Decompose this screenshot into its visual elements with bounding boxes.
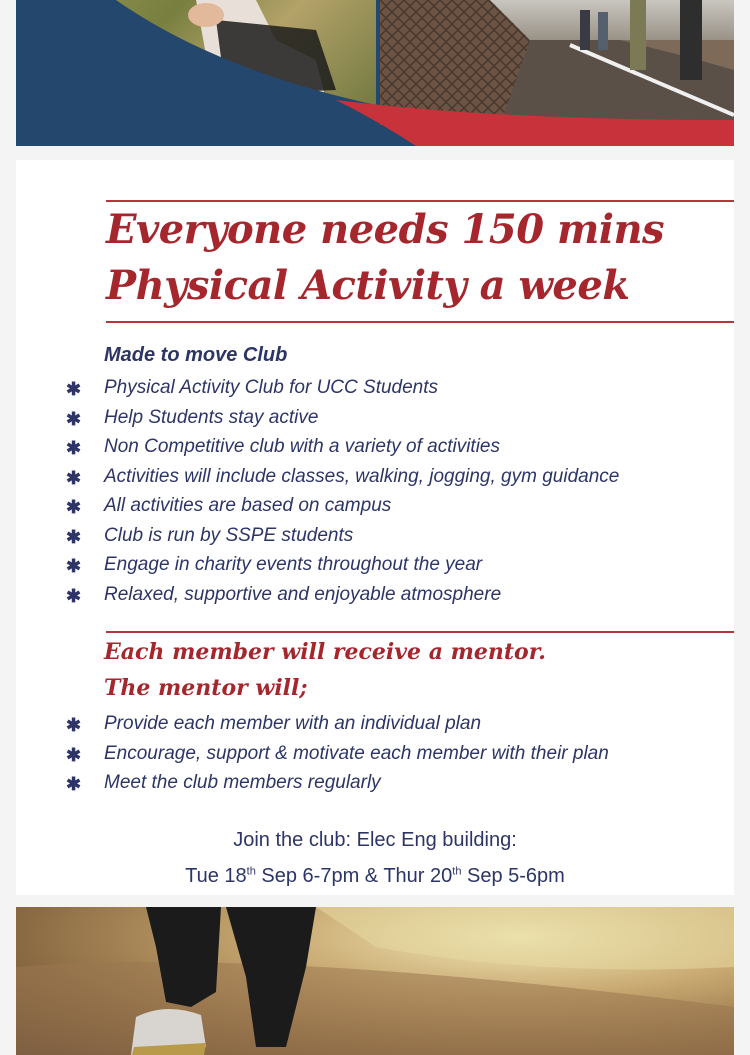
- headline-bottom-rule: [106, 321, 734, 323]
- list-item-text: Relaxed, supportive and enjoyable atmosphere: [104, 583, 502, 605]
- list-item-text: Encourage, support & motivate each member with their plan: [104, 742, 609, 764]
- list-item-text: Club is run by SSPE students: [104, 524, 354, 546]
- top-banner: [16, 0, 734, 146]
- asterisk-bullet-icon: ✱: [66, 585, 82, 606]
- headline: [106, 202, 726, 314]
- join-day-1: Tue 18: [185, 865, 247, 887]
- club-title: Made to move Club: [104, 344, 288, 366]
- divider-strip-bottom: [0, 895, 750, 907]
- asterisk-bullet-icon: ✱: [66, 744, 82, 765]
- asterisk-bullet-icon: ✱: [66, 526, 82, 547]
- list-item-text: Meet the club members regularly: [104, 772, 381, 793]
- asterisk-bullet-icon: ✱: [66, 438, 82, 458]
- list-item-text: Activities will include classes, walking, jogging, gym guidance: [104, 465, 620, 487]
- ordinal-suffix: th: [452, 865, 462, 878]
- join-times: [16, 865, 734, 888]
- asterisk-bullet-icon: ✱: [66, 497, 82, 517]
- divider-strip: [0, 146, 750, 160]
- asterisk-bullet-icon: ✱: [66, 408, 82, 429]
- content-card: [16, 160, 734, 895]
- list-item-text: All activities are based on campus: [104, 495, 392, 516]
- asterisk-bullet-icon: ✱: [66, 467, 82, 488]
- jogging-path-photo: [16, 907, 734, 1055]
- list-item-text: Provide each member with an individual plan: [104, 713, 482, 734]
- asterisk-bullet-icon: ✱: [66, 379, 82, 399]
- join-location: Join the club: Elec Eng building:: [233, 829, 517, 851]
- join-time-1: Sep 6-7pm & Thur 20: [255, 865, 453, 887]
- asterisk-bullet-icon: ✱: [66, 715, 82, 735]
- list-item-text: Physical Activity Club for UCC Students: [104, 377, 439, 398]
- asterisk-bullet-icon: ✱: [66, 774, 82, 794]
- list-item-text: Engage in charity events throughout the year: [104, 554, 483, 575]
- list-item-text: Help Students stay active: [104, 406, 319, 428]
- mentor-heading: [104, 634, 704, 706]
- list-item-text: Non Competitive club with a variety of activities: [104, 436, 500, 457]
- mentor-heading-line-1: Each member will receive a mentor.: [104, 639, 546, 665]
- headline-line-2: Physical Activity a week: [106, 262, 630, 309]
- ordinal-suffix: th: [246, 865, 256, 878]
- mentor-top-rule: [106, 631, 734, 633]
- join-time-2: Sep 5-6pm: [461, 865, 565, 887]
- banner-swoosh: [16, 0, 734, 146]
- mentor-heading-line-2: The mentor will;: [104, 675, 308, 701]
- asterisk-bullet-icon: ✱: [66, 556, 82, 576]
- headline-line-1: Everyone needs 150 mins: [106, 206, 665, 253]
